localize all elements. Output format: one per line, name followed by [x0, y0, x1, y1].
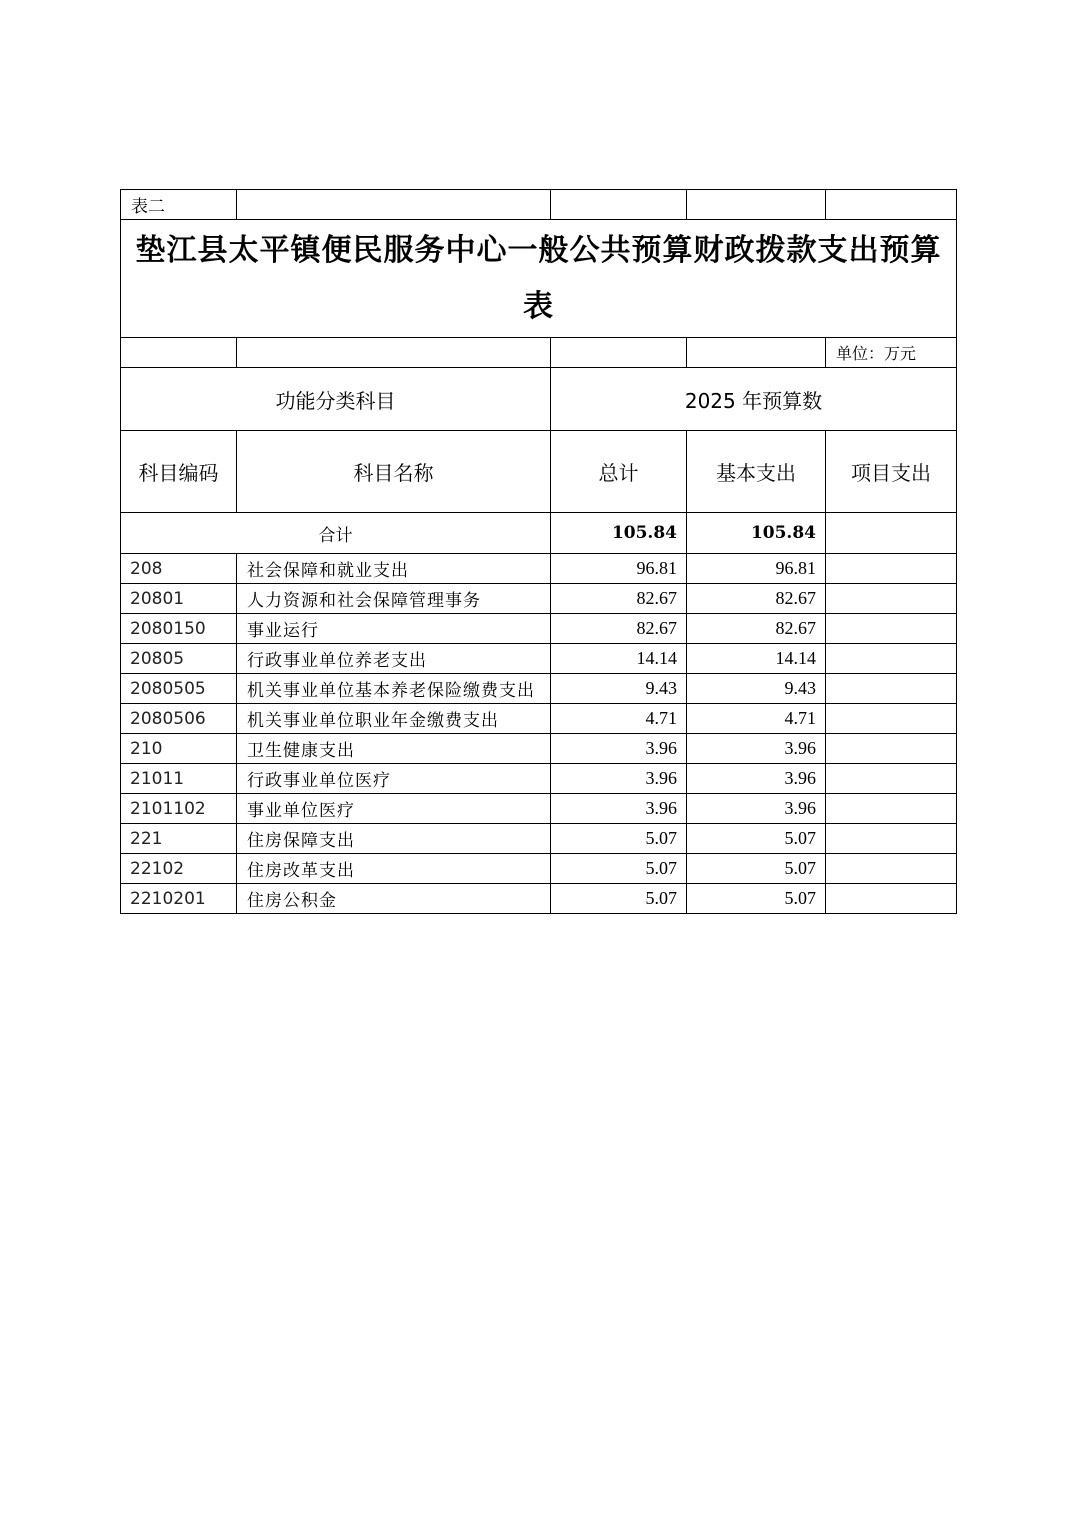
row-code: 221 — [121, 824, 237, 854]
row-project — [826, 794, 957, 824]
table-row — [121, 614, 957, 644]
table-row — [121, 704, 957, 734]
row-project — [826, 824, 957, 854]
row-code: 20801 — [121, 584, 237, 614]
empty-cell — [687, 190, 826, 220]
row-total: 5.07 — [551, 824, 687, 854]
total-total: 105.84 — [551, 513, 687, 554]
row-project — [826, 644, 957, 674]
table-row — [121, 584, 957, 614]
row-code: 2080150 — [121, 614, 237, 644]
row-total: 5.07 — [551, 884, 687, 914]
table-row — [121, 674, 957, 704]
column-header-row — [121, 431, 957, 513]
row-total: 5.07 — [551, 854, 687, 884]
row-total: 3.96 — [551, 734, 687, 764]
total-project — [826, 513, 957, 554]
row-code: 2210201 — [121, 884, 237, 914]
table-label-row — [121, 190, 957, 220]
column-header-code: 科目编码 — [121, 431, 237, 513]
title-row — [121, 220, 957, 338]
table-row — [121, 764, 957, 794]
page-title: 垫江县太平镇便民服务中心一般公共预算财政拨款支出预算表 — [121, 220, 957, 338]
total-basic: 105.84 — [687, 513, 826, 554]
row-name: 卫生健康支出 — [237, 734, 551, 764]
row-basic: 9.43 — [687, 674, 826, 704]
empty-cell — [237, 338, 551, 368]
empty-cell — [121, 338, 237, 368]
row-code: 208 — [121, 554, 237, 584]
row-project — [826, 554, 957, 584]
row-name: 住房保障支出 — [237, 824, 551, 854]
row-basic: 3.96 — [687, 764, 826, 794]
row-total: 4.71 — [551, 704, 687, 734]
total-label: 合计 — [121, 513, 551, 554]
row-project — [826, 584, 957, 614]
row-project — [826, 764, 957, 794]
row-total: 82.67 — [551, 584, 687, 614]
row-name: 事业运行 — [237, 614, 551, 644]
row-name: 人力资源和社会保障管理事务 — [237, 584, 551, 614]
column-header-basic: 基本支出 — [687, 431, 826, 513]
table-label: 表二 — [121, 190, 237, 220]
row-basic: 96.81 — [687, 554, 826, 584]
table-row — [121, 734, 957, 764]
row-name: 住房公积金 — [237, 884, 551, 914]
empty-cell — [687, 338, 826, 368]
row-name: 机关事业单位基本养老保险缴费支出 — [237, 674, 551, 704]
row-code: 22102 — [121, 854, 237, 884]
row-basic: 82.67 — [687, 614, 826, 644]
row-basic: 5.07 — [687, 824, 826, 854]
row-basic: 5.07 — [687, 884, 826, 914]
table-row — [121, 794, 957, 824]
row-basic: 3.96 — [687, 794, 826, 824]
row-basic: 82.67 — [687, 584, 826, 614]
table-row — [121, 644, 957, 674]
unit-label: 单位：万元 — [826, 338, 957, 368]
row-code: 2080505 — [121, 674, 237, 704]
column-header-name: 科目名称 — [237, 431, 551, 513]
row-code: 21011 — [121, 764, 237, 794]
row-basic: 5.07 — [687, 854, 826, 884]
group-header-row — [121, 368, 957, 431]
empty-cell — [551, 190, 687, 220]
table-row — [121, 554, 957, 584]
row-name: 事业单位医疗 — [237, 794, 551, 824]
column-header-total: 总计 — [551, 431, 687, 513]
row-total: 3.96 — [551, 764, 687, 794]
row-name: 机关事业单位职业年金缴费支出 — [237, 704, 551, 734]
row-project — [826, 614, 957, 644]
row-basic: 14.14 — [687, 644, 826, 674]
row-project — [826, 704, 957, 734]
row-project — [826, 884, 957, 914]
table-row — [121, 854, 957, 884]
row-code: 210 — [121, 734, 237, 764]
row-total: 3.96 — [551, 794, 687, 824]
table-row — [121, 884, 957, 914]
table-row — [121, 824, 957, 854]
total-row — [121, 513, 957, 554]
row-name: 行政事业单位医疗 — [237, 764, 551, 794]
empty-cell — [551, 338, 687, 368]
column-header-project: 项目支出 — [826, 431, 957, 513]
row-basic: 4.71 — [687, 704, 826, 734]
row-name: 行政事业单位养老支出 — [237, 644, 551, 674]
row-basic: 3.96 — [687, 734, 826, 764]
row-project — [826, 734, 957, 764]
row-code: 2101102 — [121, 794, 237, 824]
budget-table — [120, 189, 957, 914]
row-name: 住房改革支出 — [237, 854, 551, 884]
row-total: 14.14 — [551, 644, 687, 674]
row-total: 9.43 — [551, 674, 687, 704]
row-code: 2080506 — [121, 704, 237, 734]
row-project — [826, 674, 957, 704]
row-project — [826, 854, 957, 884]
group-header-budget-year: 2025 年预算数 — [551, 368, 957, 431]
group-header-function-category: 功能分类科目 — [121, 368, 551, 431]
row-total: 82.67 — [551, 614, 687, 644]
row-total: 96.81 — [551, 554, 687, 584]
row-name: 社会保障和就业支出 — [237, 554, 551, 584]
row-code: 20805 — [121, 644, 237, 674]
unit-row — [121, 338, 957, 368]
empty-cell — [826, 190, 957, 220]
empty-cell — [237, 190, 551, 220]
